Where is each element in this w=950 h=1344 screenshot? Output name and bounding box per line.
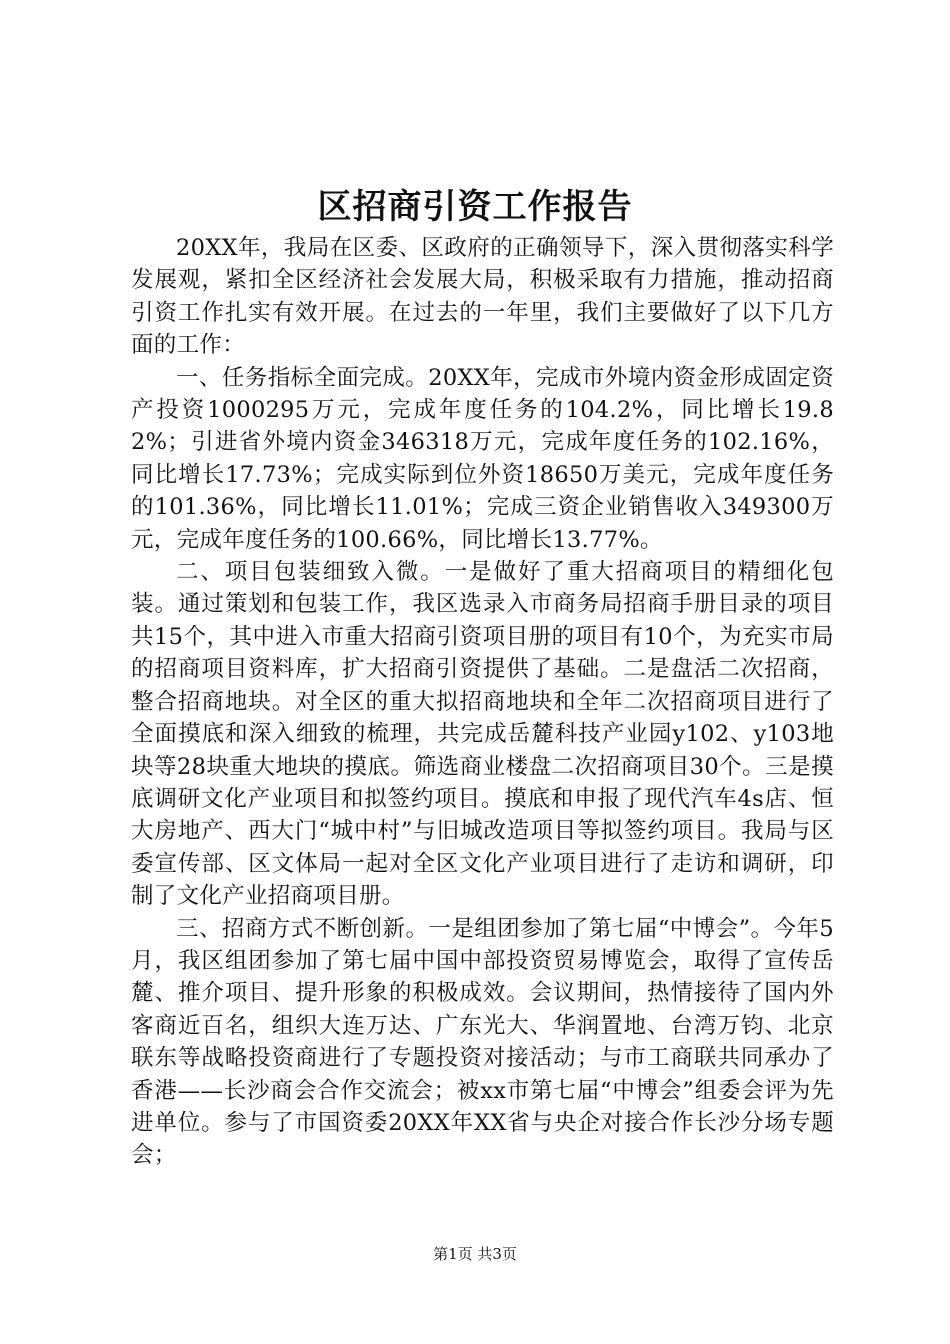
document-body [131, 232, 834, 1172]
page-footer: 第1页 共3页 [433, 1245, 517, 1263]
paragraph-investment-methods: 三、招商方式不断创新。一是组团参加了第七届“中博会”。今年5月，我区组团参加了第七届中国中部投资贸易博览会，取得了宣传岳麓、推介项目、提升形象的积极成效。会议期间，热情接待了国内外客商近百名，组织大连万达、广东光大、华润置地、台湾万钧、北京联东等战略投资商进行了专题投资对接活动；与市工商联共同承办了香港——长沙商会合作交流会；被xx市第七届“中博会”组委会评为先进单位。参与了市国资委20XX年XX省与央企对接合作长沙分场专题会； [131, 915, 834, 1169]
paragraph-task-indicators: 一、任务指标全面完成。20XX年，完成市外境内资金形成固定资产投资1000295万元，完成年度任务的104.2%，同比增长19.82%；引进省外境内资金346318万元，完成年度任务的102.16%，同比增长17.73%；完成实际到位外资18650万美元，完成年度任务的101.36%，同比增长11.01%；完成三资企业销售收入349300万元，完成年度任务的100.66%，同比增长13.77%。 [131, 364, 834, 553]
paragraph-project-packaging: 二、项目包装细致入微。一是做好了重大招商项目的精细化包装。通过策划和包装工作，我区选录入市商务局招商手册目录的项目共15个，其中进入市重大招商引资项目册的项目有10个，为充实市局的招商项目资料库，扩大招商引资提供了基础。二是盘活二次招商，整合招商地块。对全区的重大拟招商地块和全年二次招商项目进行了全面摸底和深入细致的梳理，共完成岳麓科技产业园y102、y103地块等28块重大地块的摸底。筛选商业楼盘二次招商项目30个。三是摸底调研文化产业项目和拟签约项目。摸底和申报了现代汽车4s店、恒大房地产、西大门“城中村”与旧城改造项目等拟签约项目。我局与区委宣传部、区文体局一起对全区文化产业项目进行了走访和调研，印制了文化产业招商项目册。 [131, 559, 834, 910]
paragraph-intro: 20XX年，我局在区委、区政府的正确领导下，深入贯彻落实科学发展观，紧扣全区经济社会发展大局，积极采取有力措施，推动招商引资工作扎实有效开展。在过去的一年里，我们主要做好了以下几方面的工作： [131, 235, 834, 359]
document-title: 区招商引资工作报告 [317, 187, 633, 227]
